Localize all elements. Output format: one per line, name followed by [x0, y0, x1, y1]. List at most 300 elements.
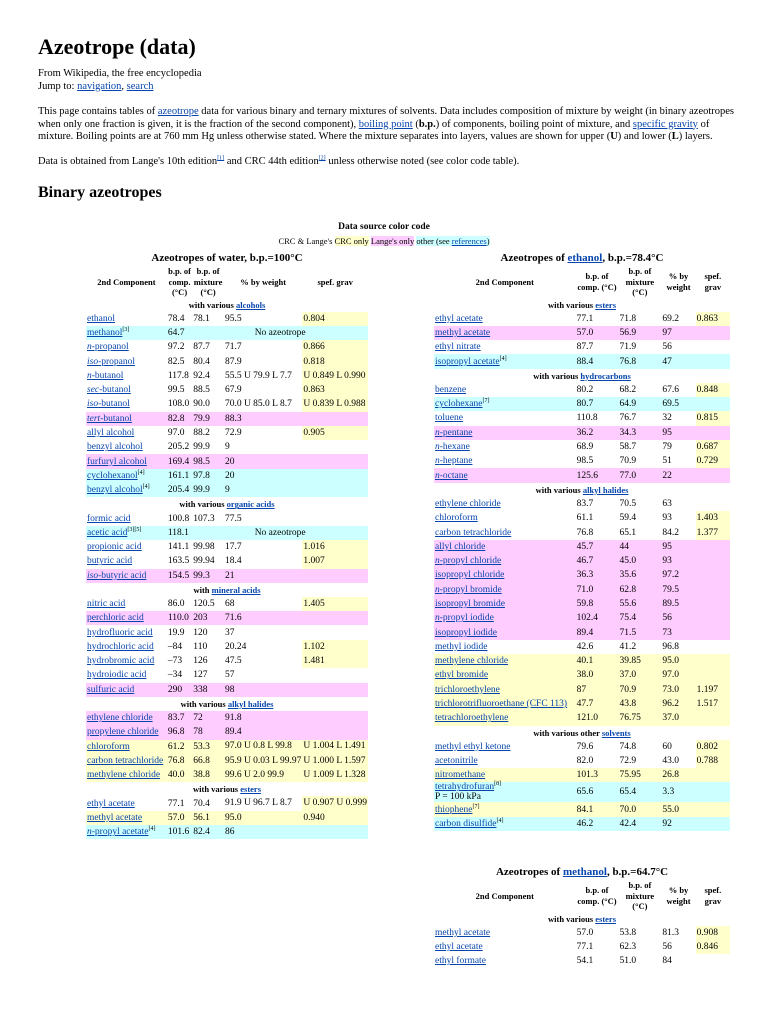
value-cell: 74.8 — [619, 741, 637, 752]
value-cell — [696, 640, 730, 654]
column-header: b.p. of comp. (°C) — [577, 885, 617, 906]
component-cell — [434, 802, 576, 816]
component-cell — [434, 697, 576, 711]
value-cell — [696, 468, 730, 482]
value-cell: 68 — [224, 598, 235, 609]
group-row — [86, 298, 368, 312]
legend-crc: CRC only — [334, 236, 369, 246]
value-cell: 108.0 — [167, 399, 190, 410]
component-link[interactable]: ethyl formate — [435, 956, 486, 967]
value-cell: 9 — [224, 485, 230, 496]
table-row — [434, 817, 730, 831]
value-cell: 35.6 — [619, 570, 637, 581]
component-link[interactable]: ethanol — [87, 313, 115, 324]
component-link[interactable]: ethylene chloride — [87, 713, 153, 724]
value-cell: 1.197 — [696, 684, 719, 695]
value-cell: 0.863 — [696, 312, 730, 326]
table-row — [86, 383, 368, 397]
value-cell: 99.9 — [193, 442, 210, 453]
component-cell — [434, 511, 576, 525]
component-link[interactable]: n-propyl chloride — [435, 556, 502, 567]
value-cell: 82.5 — [167, 356, 185, 367]
component-link[interactable]: acetic acid — [87, 527, 128, 538]
component-cell — [86, 412, 167, 426]
component-link[interactable]: trichloroethylene — [435, 684, 500, 695]
citation[interactable]: [4] — [142, 484, 150, 491]
table-row — [434, 383, 730, 397]
value-cell — [696, 611, 730, 625]
value-cell — [696, 625, 730, 639]
component-cell — [86, 640, 167, 654]
column-header: b.p. of mixture (°C) — [193, 266, 223, 297]
value-cell: 118.1 — [167, 527, 189, 538]
value-cell: 76.7 — [619, 413, 637, 424]
component-link[interactable]: methanol — [87, 327, 123, 338]
table-row — [434, 497, 730, 511]
component-link[interactable]: n-propanol — [87, 342, 129, 353]
component-link[interactable]: n-octane — [435, 470, 468, 481]
component-link[interactable]: n-propyl acetate — [87, 827, 149, 838]
table-row — [86, 354, 368, 368]
table-row — [434, 654, 730, 668]
group-row — [434, 369, 730, 383]
table-row — [434, 940, 730, 954]
section-heading-binary: Binary azeotropes — [38, 184, 162, 201]
component-link[interactable]: cyclohexane — [435, 399, 483, 410]
table-row — [434, 554, 730, 568]
value-cell: 65.4 — [619, 787, 637, 798]
component-cell — [434, 540, 576, 554]
value-cell: 37 — [224, 627, 235, 638]
value-cell: 100.8 — [167, 513, 190, 524]
value-cell: 71.7 — [224, 342, 242, 353]
table-row — [434, 583, 730, 597]
value-cell: –84 — [167, 641, 183, 652]
value-cell: 101.6 — [167, 827, 190, 838]
jump-line: Jump to: navigation, search — [38, 80, 154, 92]
value-cell: 95.0 — [662, 656, 679, 667]
value-cell: 338 — [193, 684, 208, 695]
table-row — [86, 725, 368, 739]
group-row — [86, 782, 368, 796]
table-row — [434, 312, 730, 326]
column-header: b.p. of comp. (°C) — [168, 266, 192, 297]
value-cell: 0.802 — [696, 740, 730, 754]
component-cell — [434, 640, 576, 654]
no-azeotrope-note: No azeotrope — [254, 327, 306, 338]
value-cell: 66.8 — [193, 755, 210, 766]
value-cell: 41.2 — [619, 641, 637, 652]
value-cell: 57.0 — [576, 327, 594, 338]
table-row — [86, 340, 368, 354]
component-cell — [434, 340, 576, 354]
component-link[interactable]: methyl acetate — [435, 327, 491, 338]
value-cell: 0.905 — [302, 426, 368, 440]
table-row — [86, 668, 368, 682]
value-cell: 99.5 — [167, 385, 185, 396]
component-link[interactable]: butyric acid — [87, 556, 133, 567]
table-row — [86, 640, 368, 654]
component-link[interactable]: carbon tetrachloride — [435, 527, 512, 538]
component-link[interactable]: n-heptane — [435, 456, 473, 467]
table-row — [86, 312, 368, 326]
table-row — [86, 454, 368, 468]
component-link[interactable]: ethylene chloride — [435, 498, 501, 509]
table-row — [86, 511, 368, 525]
component-link[interactable]: n-propyl bromide — [435, 584, 502, 595]
table-row — [86, 369, 368, 383]
ethanol-link[interactable]: ethanol — [567, 252, 603, 264]
component-link[interactable]: thiophene — [435, 804, 473, 815]
value-cell: U 0.907 U 0.999 — [302, 796, 368, 810]
component-link[interactable]: furfuryl alcohol — [87, 456, 147, 467]
column-header: spef. grav — [704, 885, 722, 906]
value-cell: 88.4 — [576, 356, 594, 367]
component-cell — [86, 796, 167, 810]
component-link[interactable]: hydrofluoric acid — [87, 627, 153, 638]
value-cell: 70.9 — [619, 456, 637, 467]
value-cell: 36.3 — [576, 570, 594, 581]
value-cell: 75.4 — [619, 613, 637, 624]
value-cell: 99.98 — [193, 542, 215, 553]
table-row — [434, 354, 730, 368]
component-link[interactable]: isopropyl acetate — [435, 356, 500, 367]
value-cell: 20 — [224, 456, 235, 467]
value-cell: 55.5 U 79.9 L 7.7 — [224, 370, 292, 381]
value-cell: 126 — [193, 656, 208, 667]
value-cell: 81.3 — [662, 927, 679, 938]
value-cell — [302, 511, 368, 525]
table-row — [434, 802, 730, 816]
value-cell — [696, 654, 730, 668]
component-link[interactable]: chloroform — [87, 741, 130, 752]
component-cell — [86, 625, 167, 639]
value-cell: 163.5 — [167, 556, 190, 567]
value-cell: 21 — [224, 570, 235, 581]
column-header: 2nd Component — [97, 276, 156, 287]
component-link[interactable]: chloroform — [435, 513, 478, 524]
component-link[interactable]: n-pentane — [435, 427, 473, 438]
column-header: 2nd Component — [475, 890, 534, 901]
value-cell: 0.729 — [696, 454, 730, 468]
value-cell — [302, 725, 368, 739]
component-link[interactable]: methyl acetate — [435, 927, 491, 938]
ref-2-link[interactable]: [2] — [318, 155, 326, 161]
component-link[interactable]: perchloric acid — [87, 613, 144, 624]
component-cell — [434, 397, 576, 411]
from-line: From Wikipedia, the free encyclopedia — [38, 68, 202, 79]
value-cell: 92.4 — [193, 370, 210, 381]
value-cell: 70.0 U 85.0 L 8.7 — [224, 399, 292, 410]
group-link[interactable]: alkyl halides — [582, 484, 629, 495]
component-link[interactable]: sulfuric acid — [87, 684, 135, 695]
component-link[interactable]: iso-butyric acid — [87, 570, 147, 581]
value-cell: 0.846 — [696, 940, 730, 954]
color-code-legend: CRC & Lange's CRC only Lange's only other (see references) — [278, 236, 490, 246]
water-table-header — [86, 266, 368, 298]
group-link[interactable]: mineral acids — [211, 584, 261, 595]
table-row — [86, 397, 368, 411]
value-cell: 62.3 — [619, 941, 637, 952]
group-link[interactable]: hydrocarbons — [580, 370, 631, 381]
value-cell: 98 — [224, 684, 235, 695]
table-row — [86, 611, 368, 625]
value-cell: 84 — [662, 956, 672, 967]
value-cell: 110 — [193, 641, 208, 652]
table-row — [86, 426, 368, 440]
value-cell: 0.863 — [302, 383, 368, 397]
component-cell — [434, 817, 576, 831]
table-row — [434, 697, 730, 711]
value-cell: 290 — [167, 684, 183, 695]
value-cell — [696, 497, 730, 511]
component-link[interactable]: iso-propanol — [87, 356, 136, 367]
value-cell: 40.0 — [167, 770, 185, 781]
component-link[interactable]: methyl acetate — [87, 812, 143, 823]
component-cell — [86, 340, 167, 354]
value-cell: 18.4 — [224, 556, 242, 567]
component-link[interactable]: methyl ethyl ketone — [435, 741, 511, 752]
table-row — [434, 782, 730, 802]
component-link[interactable]: ethyl bromide — [435, 670, 489, 681]
component-link[interactable]: isopropyl bromide — [435, 598, 505, 609]
value-cell — [696, 354, 730, 368]
value-cell: 127 — [193, 670, 208, 681]
component-cell — [434, 940, 576, 954]
component-cell — [86, 526, 167, 540]
value-cell: 78 — [193, 727, 203, 738]
value-cell — [696, 426, 730, 440]
component-link[interactable]: allyl chloride — [435, 541, 486, 552]
value-cell — [696, 668, 730, 682]
component-link[interactable]: ethyl acetate — [435, 313, 483, 324]
component-link[interactable]: methylene chloride — [435, 656, 509, 667]
table-row — [434, 768, 730, 782]
ref-1-link[interactable]: [1] — [217, 155, 225, 161]
component-link[interactable]: hydrochloric acid — [87, 641, 154, 652]
value-cell: 88.3 — [224, 413, 242, 424]
component-link[interactable]: acetonitrile — [435, 755, 478, 766]
component-link[interactable]: toluene — [435, 413, 463, 424]
component-link[interactable]: nitric acid — [87, 598, 126, 609]
value-cell: 77.0 — [619, 470, 637, 481]
component-link[interactable]: n-propyl iodide — [435, 613, 494, 624]
component-link[interactable]: tetrahydrofuran — [435, 782, 495, 793]
value-cell — [696, 540, 730, 554]
table-row — [86, 326, 368, 340]
source-paragraph: Data is obtained from Lange's 10th edition[1] and CRC 44th edition[2] unless otherwise noted (see color code table). — [38, 155, 520, 167]
component-link[interactable]: cyclohexanol — [87, 470, 138, 481]
value-cell: 45.7 — [576, 541, 594, 552]
methanol-link[interactable]: methanol — [562, 866, 607, 878]
value-cell — [696, 583, 730, 597]
value-cell: 95.0 — [224, 812, 242, 823]
value-cell: 89.4 — [224, 727, 242, 738]
component-link[interactable]: carbon disulfide — [435, 818, 497, 829]
value-cell: 97.0 — [662, 670, 679, 681]
component-link[interactable]: benzyl alcohol — [87, 442, 143, 453]
value-cell: 120.5 — [193, 598, 215, 609]
value-cell: 56.1 — [193, 812, 210, 823]
value-cell: 88.5 — [193, 385, 210, 396]
component-cell — [86, 383, 167, 397]
component-cell — [86, 811, 167, 825]
value-cell — [302, 569, 368, 583]
component-cell — [434, 326, 576, 340]
value-cell: 40.1 — [576, 656, 594, 667]
value-cell: 95 — [662, 427, 672, 438]
component-link[interactable]: allyl alcohol — [87, 428, 135, 439]
component-link[interactable]: propionic acid — [87, 542, 142, 553]
component-cell — [434, 440, 576, 454]
value-cell: U 0.839 L 0.988 — [302, 397, 368, 411]
group-row — [434, 298, 730, 312]
table-row — [86, 597, 368, 611]
component-cell — [434, 954, 576, 968]
value-cell: 0.940 — [303, 812, 325, 823]
value-cell — [696, 711, 730, 725]
value-cell: 57.0 — [167, 812, 185, 823]
value-cell: 22 — [662, 470, 672, 481]
table-row — [434, 754, 730, 768]
citation[interactable]: [7] — [482, 397, 490, 404]
citation[interactable]: [4] — [137, 469, 145, 476]
value-cell: 1.405 — [302, 597, 368, 611]
value-cell: 90.0 — [193, 399, 210, 410]
component-cell — [86, 369, 167, 383]
component-link[interactable]: tert-butanol — [87, 413, 132, 424]
citation[interactable]: [4] — [148, 825, 156, 832]
component-cell — [434, 625, 576, 639]
value-cell: 71.8 — [619, 313, 637, 324]
citation[interactable]: [8] — [494, 781, 502, 788]
group-link[interactable]: esters — [595, 913, 616, 924]
group-row — [434, 912, 730, 926]
component-cell — [86, 483, 167, 497]
component-link[interactable]: iso-butanol — [87, 399, 130, 410]
group-link[interactable]: esters — [595, 299, 616, 310]
value-cell — [302, 440, 368, 454]
value-cell: 99.94 — [193, 556, 215, 567]
value-cell: 64.7 — [167, 327, 185, 338]
value-cell: 88.2 — [193, 428, 210, 439]
value-cell: 72.9 — [224, 428, 242, 439]
citation[interactable]: [4] — [496, 817, 504, 824]
value-cell: 87.7 — [576, 342, 594, 353]
component-cell — [86, 740, 167, 754]
table-row — [86, 412, 368, 426]
component-link[interactable]: formic acid — [87, 513, 131, 524]
value-cell: 84.1 — [576, 804, 594, 815]
component-link[interactable]: propylene chloride — [87, 727, 159, 738]
component-link[interactable]: ethyl nitrate — [435, 342, 481, 353]
value-cell: 78.4 — [167, 313, 185, 324]
group-link[interactable]: solvents — [601, 727, 631, 738]
citation[interactable]: [3][5] — [127, 526, 142, 533]
component-link[interactable]: ethyl acetate — [87, 798, 135, 809]
citation[interactable]: [4] — [499, 355, 507, 362]
value-cell — [302, 469, 368, 483]
boiling-point-link[interactable]: boiling point — [358, 118, 413, 130]
value-cell: 75.95 — [619, 770, 641, 781]
value-cell: 110.8 — [576, 413, 598, 424]
component-link[interactable]: benzyl alcohol — [87, 485, 143, 496]
component-link[interactable]: isopropyl iodide — [435, 627, 498, 638]
azeotrope-link[interactable]: azeotrope — [157, 106, 199, 117]
component-link[interactable]: sec-butanol — [87, 385, 131, 396]
references-link[interactable]: references — [451, 236, 487, 246]
component-link[interactable]: carbon tetrachloride — [87, 755, 164, 766]
value-cell: 84.2 — [662, 527, 679, 538]
value-cell: 71.9 — [619, 342, 637, 353]
component-cell — [86, 768, 167, 782]
value-cell — [696, 954, 730, 968]
component-link[interactable]: trichlorotrifluoroethane (CFC 113) — [435, 699, 568, 710]
component-link[interactable]: n-hexane — [435, 442, 470, 453]
citation[interactable]: [7] — [472, 803, 480, 810]
value-cell: 89.4 — [576, 627, 594, 638]
citation[interactable]: [3] — [122, 326, 130, 333]
group-link[interactable]: alkyl halides — [227, 698, 274, 709]
specific-gravity-link[interactable]: specific gravity — [632, 118, 698, 130]
group-link[interactable]: esters — [240, 784, 261, 795]
component-link[interactable]: hydroiodic acid — [87, 670, 147, 681]
value-cell — [696, 817, 730, 831]
table-row — [86, 683, 368, 697]
value-cell: 61.2 — [167, 741, 185, 752]
table-row — [434, 525, 730, 539]
value-cell: 73.0 — [662, 684, 679, 695]
component-link[interactable]: n-butanol — [87, 370, 124, 381]
group-link[interactable]: alcohols — [235, 299, 266, 310]
value-cell: 38.0 — [576, 670, 594, 681]
value-cell: U 1.009 L 1.328 — [303, 769, 366, 780]
value-cell: 82.0 — [576, 755, 594, 766]
value-cell: 65.1 — [619, 527, 637, 538]
value-cell: 53.8 — [619, 927, 637, 938]
methanol-azeotropes-table — [434, 864, 730, 968]
navigation-link[interactable]: navigation — [77, 80, 122, 92]
table-row — [434, 540, 730, 554]
component-cell — [86, 611, 167, 625]
component-link[interactable]: isopropyl chloride — [435, 570, 505, 581]
table-row — [86, 540, 368, 554]
value-cell: 46.2 — [576, 818, 594, 829]
search-link[interactable]: search — [126, 80, 154, 92]
table-row — [434, 454, 730, 468]
component-link[interactable]: hydrobromic acid — [87, 656, 155, 667]
component-cell — [434, 454, 576, 468]
table-row — [86, 440, 368, 454]
value-cell: 91.8 — [224, 713, 242, 724]
value-cell — [302, 683, 368, 697]
value-cell: 67.9 — [224, 385, 242, 396]
value-cell: 78.1 — [193, 313, 210, 324]
component-link[interactable]: methyl iodide — [435, 641, 488, 652]
group-link[interactable]: organic acids — [226, 499, 275, 510]
component-link[interactable]: benzene — [435, 384, 467, 395]
value-cell: 70.9 — [619, 684, 637, 695]
table-row — [86, 740, 368, 754]
component-link[interactable]: nitromethane — [435, 770, 486, 781]
value-cell: 46.7 — [576, 556, 594, 567]
value-cell: 56.9 — [619, 327, 637, 338]
value-cell: 45.0 — [619, 556, 637, 567]
component-link[interactable]: ethyl acetate — [435, 941, 483, 952]
component-cell — [86, 825, 167, 839]
component-link[interactable]: methylene chloride — [87, 770, 161, 781]
component-link[interactable]: tetrachloroethylene — [435, 713, 509, 724]
